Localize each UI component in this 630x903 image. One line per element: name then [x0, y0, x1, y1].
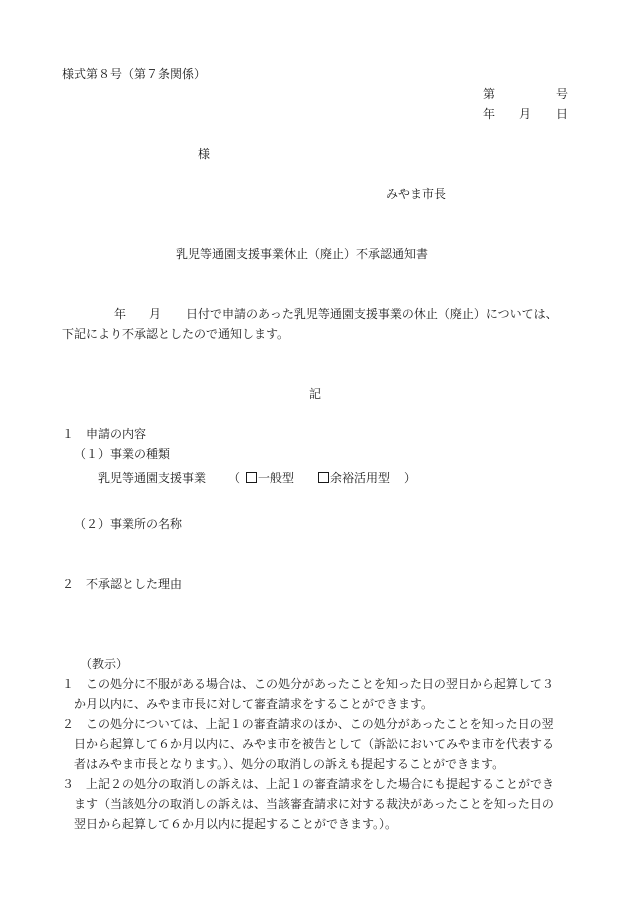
- section1-heading: 申請の内容: [86, 427, 147, 441]
- notice-item-2-line-1: この処分については、上記１の審査請求のほか、この処分があったことを知った日の翌: [86, 717, 554, 731]
- option-surplus-label: 余裕活用型: [330, 471, 391, 485]
- notice-item-3-line-1: 上記２の処分の取消しの訴えは、上記１の審査請求をした場合にも提起することができ: [86, 777, 555, 791]
- form-number: 様式第８号（第７条関係）: [62, 67, 207, 81]
- section1-sub1: （１）事業の種類: [74, 447, 171, 461]
- date-month: 月: [519, 107, 532, 121]
- notice-item-1-line-1: この処分に不服がある場合は、この処分があったことを知った日の翌日から起算して３: [86, 677, 554, 691]
- notice-item-3-line-3: 翌日から起算して６か月以内に提起することができます。）。: [74, 817, 398, 831]
- notice-title: （教示）: [80, 657, 129, 671]
- notice-item-2-line-2: 日から起算して６か月以内に、みやま市を被告として（訴訟においてみやま市を代表する: [74, 737, 555, 751]
- notice-item-3-number: ３: [62, 777, 75, 791]
- checkbox-icon[interactable]: [318, 472, 329, 483]
- checkbox-icon[interactable]: [246, 472, 257, 483]
- date-day: 日: [556, 107, 569, 121]
- issuer: みやま市長: [386, 187, 447, 201]
- body-month: 月: [149, 307, 162, 321]
- date-year: 年: [483, 107, 496, 121]
- document-title: 乳児等通園支援事業休止（廃止）不承認通知書: [176, 247, 429, 261]
- section1-sub2: （２）事業所の名称: [74, 517, 183, 531]
- addressee-honorific: 様: [198, 147, 211, 161]
- ki-heading: 記: [309, 387, 322, 401]
- section1-number: １: [62, 427, 75, 441]
- notice-item-2-line-3: 者はみやま市長となります。）、処分の取消しの訴えも提起することができます。: [74, 757, 505, 771]
- body-line-2: 下記により不承認としたので通知します。: [62, 327, 290, 341]
- notice-item-2-number: ２: [62, 717, 75, 731]
- paren-close: ）: [404, 471, 417, 485]
- body-year: 年: [114, 307, 127, 321]
- notice-item-1-line-2: か月以内に、みやま市長に対して審査請求をすることができます。: [74, 697, 434, 711]
- business-name: 乳児等通園支援事業: [98, 471, 207, 485]
- section2-heading: 不承認とした理由: [86, 577, 183, 591]
- body-line-1: 日付で申請のあった乳児等通園支援事業の休止（廃止）については、: [186, 307, 558, 321]
- document-number-suffix: 号: [556, 87, 569, 101]
- section2-number: ２: [62, 577, 75, 591]
- notice-item-3-line-2: ます（当該処分の取消しの訴えは、当該審査請求に対する裁決があったことを知った日の: [74, 797, 554, 811]
- option-surplus[interactable]: [318, 470, 390, 486]
- paren-open: （: [228, 471, 241, 485]
- document-number-prefix: 第: [483, 87, 496, 101]
- option-general-label: 一般型: [258, 471, 295, 485]
- notice-item-1-number: １: [62, 677, 75, 691]
- option-general[interactable]: [246, 470, 294, 486]
